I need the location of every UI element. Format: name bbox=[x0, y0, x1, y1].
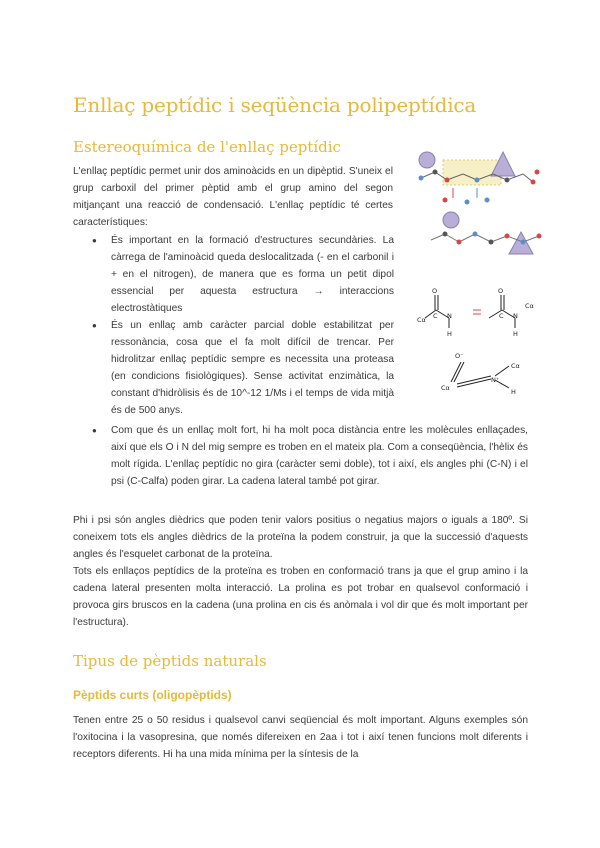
atom-label-calpha: Cα bbox=[525, 302, 534, 310]
atom-label-calpha: Cα bbox=[511, 362, 520, 370]
atom-label-calpha: Cα bbox=[417, 316, 426, 324]
page-title: Enllaç peptídic i seqüència polipeptídica bbox=[73, 93, 477, 117]
subsection-heading-short-peptides: Pèptids curts (oligopèptids) bbox=[73, 688, 232, 702]
section-heading-stereochemistry: Estereoquímica de l'enllaç peptídic bbox=[73, 138, 341, 156]
atom-label-n-plus: N⁺ bbox=[491, 376, 500, 384]
atom-label-o: O bbox=[498, 287, 504, 295]
polypeptide-chain-diagram bbox=[431, 212, 542, 254]
dihedral-angles-paragraph: Phi i psi són angles dièdrics que poden tenir valors positius o negatius majors o iguals a 180º. Si coneixem tots els angles dièdrics de la proteïna la podem construir, ja que la successió d'aquests angles és l'esquelet carbonat de la proteïna. bbox=[73, 515, 528, 560]
atom-label-c: C bbox=[499, 312, 504, 320]
list-item: ● És important en la formació d'estructures secundàries. La càrrega de l'aminoàcid queda deslocalitzada (- en el carbonil i + en el nitrogen), de manera que es forma un petit dipol essencial per aquesta estructura → interaccions electrostàtiques bbox=[92, 232, 394, 317]
atom-label-c: C bbox=[433, 312, 438, 320]
intro-paragraph: L'enllaç peptídic permet unir dos aminoàcids en un dipèptid. S'uneix el grup carboxil del primer pèptid amb el grup amino del segon mitjançant una reacció de condensació. L'enllaç peptídic té certes característiques: bbox=[73, 166, 393, 228]
atom-label-n: N bbox=[447, 312, 452, 320]
atom-label-h: H bbox=[513, 330, 518, 338]
peptide-bond-figure bbox=[415, 150, 550, 400]
atom-label-n: N bbox=[513, 312, 518, 320]
dipeptide-ball-stick-diagram bbox=[419, 152, 540, 205]
atom-label-o: O bbox=[432, 287, 438, 295]
atom-label-h: H bbox=[447, 330, 452, 338]
atom-label-h: H bbox=[511, 388, 516, 396]
resonance-structures-diagram bbox=[425, 295, 515, 388]
list-item: ● És un enllaç amb caràcter parcial doble estabilitzat per ressonància, cosa que el fa molt difícil de trencar. Per hidrolitzar enllaç peptídic sempre es necessita una proteasa (en condicions fisiològiques). Sense activitat enzimàtica, la constant d'hidròlisis és de 10^-12 1/Ms i el temps de vida mitjà és de 500 anys. bbox=[92, 317, 394, 419]
trans-conformation-paragraph: Tots els enllaços peptídics de la proteïna es troben en conformació trans ja que el grup amino i la cadena lateral presenten molta interacció. La prolina es pot trobar en qualsevol conformació i provoca girs bruscos en la cadena (una prolina en cis és anòmala i vol dir que és molt important per l'estructura). bbox=[73, 566, 528, 628]
atom-label-calpha: Cα bbox=[441, 384, 450, 392]
short-peptides-paragraph: Tenen entre 25 o 50 residus i qualsevol canvi seqüencial és molt important. Alguns exemples són l'oxitocina i la vasopresina, que només difereixen en 2aa i tot i així tenen funcions molt diferents i receptors diferents. Hi ha una mida mínima per la síntesis de la bbox=[73, 715, 528, 760]
section-heading-natural-peptides: Tipus de pèptids naturals bbox=[73, 652, 267, 670]
characteristics-list bbox=[92, 232, 394, 419]
list-item: ● Com que és un enllaç molt fort, hi ha molt poca distància entre les molècules enllaçades, així que els O i N del mig sempre es troben en el mateix pla. Com a conseqüència, l'hèlix és molt rígida. L'enllaç peptídic no gira (caràcter semi doble), tot i així, els angles phi (C-N) i el psi (C-Calfa) poden girar. La cadena lateral també pot girar. bbox=[92, 422, 528, 490]
characteristics-list-continued bbox=[92, 422, 528, 490]
atom-label-o-minus: O⁻ bbox=[455, 352, 464, 360]
